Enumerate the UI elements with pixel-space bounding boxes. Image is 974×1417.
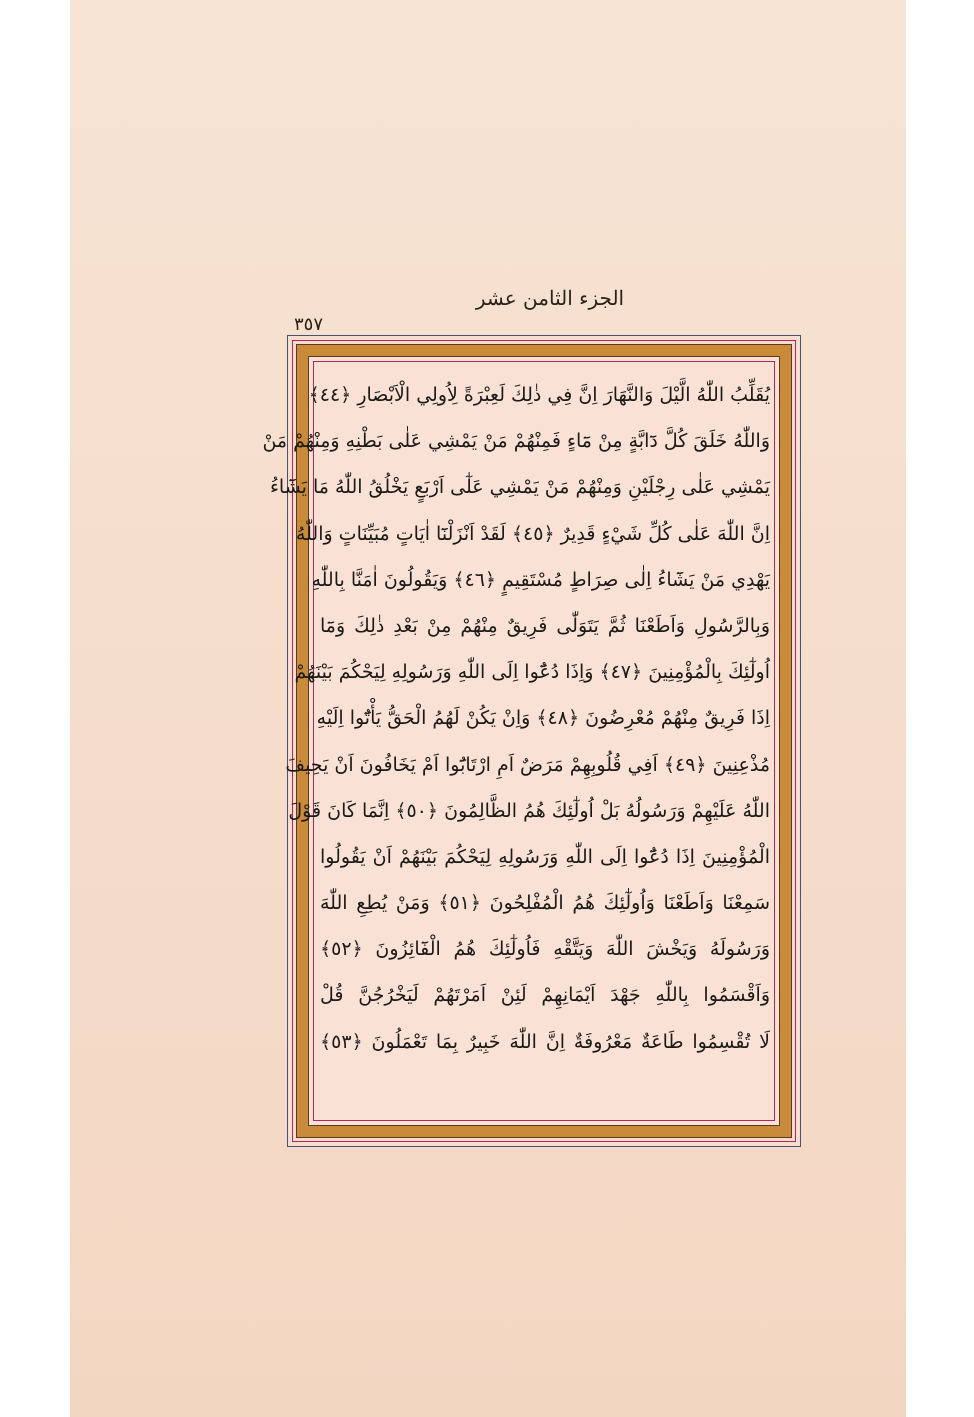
verse-line: وَاَقْسَمُوا بِاللّٰهِ جَهْدَ اَيْمَانِهِمْ لَئِنْ اَمَرْتَهُمْ لَيَخْرُجُنَّ قُلْ	[320, 984, 770, 1007]
text-frame	[262, 335, 801, 1147]
verse-line: اُولٰٓئِكَ بِالْمُؤْمِنِينَ ﴿٤٧﴾ وَاِذَا دُعُٓوا اِلَى اللّٰهِ وَرَسُولِهِ لِيَحْكُمَ بَيْنَهُمْ	[294, 661, 770, 684]
juz-header-title: الجزء الثامن عشر	[475, 286, 625, 310]
left-margin-strip	[0, 0, 70, 1417]
verse-line: يَهْدِي مَنْ يَشَٓاءُ اِلٰى صِرَاطٍ مُسْتَقِيمٍ ﴿٤٦﴾ وَيَقُولُونَ اٰمَنَّا بِاللّٰهِ	[311, 568, 770, 591]
verse-line: لَا تُقْسِمُوا طَاعَةٌ مَعْرُوفَةٌ اِنَّ اللّٰهَ خَبِيرٌ بِمَا تَعْمَلُونَ ﴿٥٣﴾	[320, 1030, 770, 1053]
verse-line: اللّٰهُ عَلَيْهِمْ وَرَسُولُهُ بَلْ اُولٰٓئِكَ هُمُ الظَّالِمُونَ ﴿٥٠﴾ اِنَّمَا كَانَ قَوْلَ	[288, 799, 770, 822]
verse-line: وَبِالرَّسُولِ وَاَطَعْنَا ثُمَّ يَتَوَلّٰى فَرِيقٌ مِنْهُمْ مِنْ بَعْدِ ذٰلِكَ وَمَٓا	[320, 614, 770, 637]
verse-line: وَرَسُولَهُ وَيَخْشَ اللّٰهَ وَيَتَّقْهِ فَاُولٰٓئِكَ هُمُ الْفَٓائِزُونَ ﴿٥٢﴾	[320, 938, 770, 961]
verse-line: اِذَا فَرِيقٌ مِنْهُمْ مُعْرِضُونَ ﴿٤٨﴾ وَاِنْ يَكُنْ لَهُمُ الْحَقُّ يَأْتُٓوا اِلَيْهِ	[316, 707, 770, 730]
verse-line: وَاللّٰهُ خَلَقَ كُلَّ دَٓابَّةٍ مِنْ مَٓاءٍ فَمِنْهُمْ مَنْ يَمْشِي عَلٰى بَطْنِهِ وَمِنْهُمْ مَنْ	[262, 430, 770, 453]
page-number: ٣٥٧	[294, 314, 324, 335]
verse-line: الْمُؤْمِنِينَ اِذَا دُعُٓوا اِلَى اللّٰهِ وَرَسُولِهِ لِيَحْكُمَ بَيْنَهُمْ اَنْ يَقُولُوا	[320, 845, 770, 868]
verse-text-block	[262, 372, 770, 1112]
right-margin-strip	[906, 0, 974, 1417]
verse-line: يُقَلِّبُ اللّٰهُ الَّيْلَ وَالنَّهَارَ اِنَّ فِي ذٰلِكَ لَعِبْرَةً لِاُولِي الْاَبْصَارِ ﴿٤٤﴾	[308, 384, 770, 406]
verse-line: سَمِعْنَا وَاَطَعْنَا وَاُولٰٓئِكَ هُمُ الْمُفْلِحُونَ ﴿٥١﴾ وَمَنْ يُطِعِ اللّٰهَ	[320, 892, 770, 915]
verse-line: مُذْعِنِينَ ﴿٤٩﴾ اَفِي قُلُوبِهِمْ مَرَضٌ اَمِ ارْتَابُٓوا اَمْ يَخَافُونَ اَنْ يَحِيفَ	[285, 753, 770, 776]
verse-line: يَمْشِي عَلٰى رِجْلَيْنِ وَمِنْهُمْ مَنْ يَمْشِي عَلٰٓى اَرْبَعٍ يَخْلُقُ اللّٰهُ مَا يَشَٓاءُ	[269, 476, 770, 499]
verse-line: اِنَّ اللّٰهَ عَلٰى كُلِّ شَيْءٍ قَدِيرٌ ﴿٤٥﴾ لَقَدْ اَنْزَلْنَٓا اٰيَاتٍ مُبَيِّنَاتٍ وَاللّٰهُ	[295, 522, 770, 545]
